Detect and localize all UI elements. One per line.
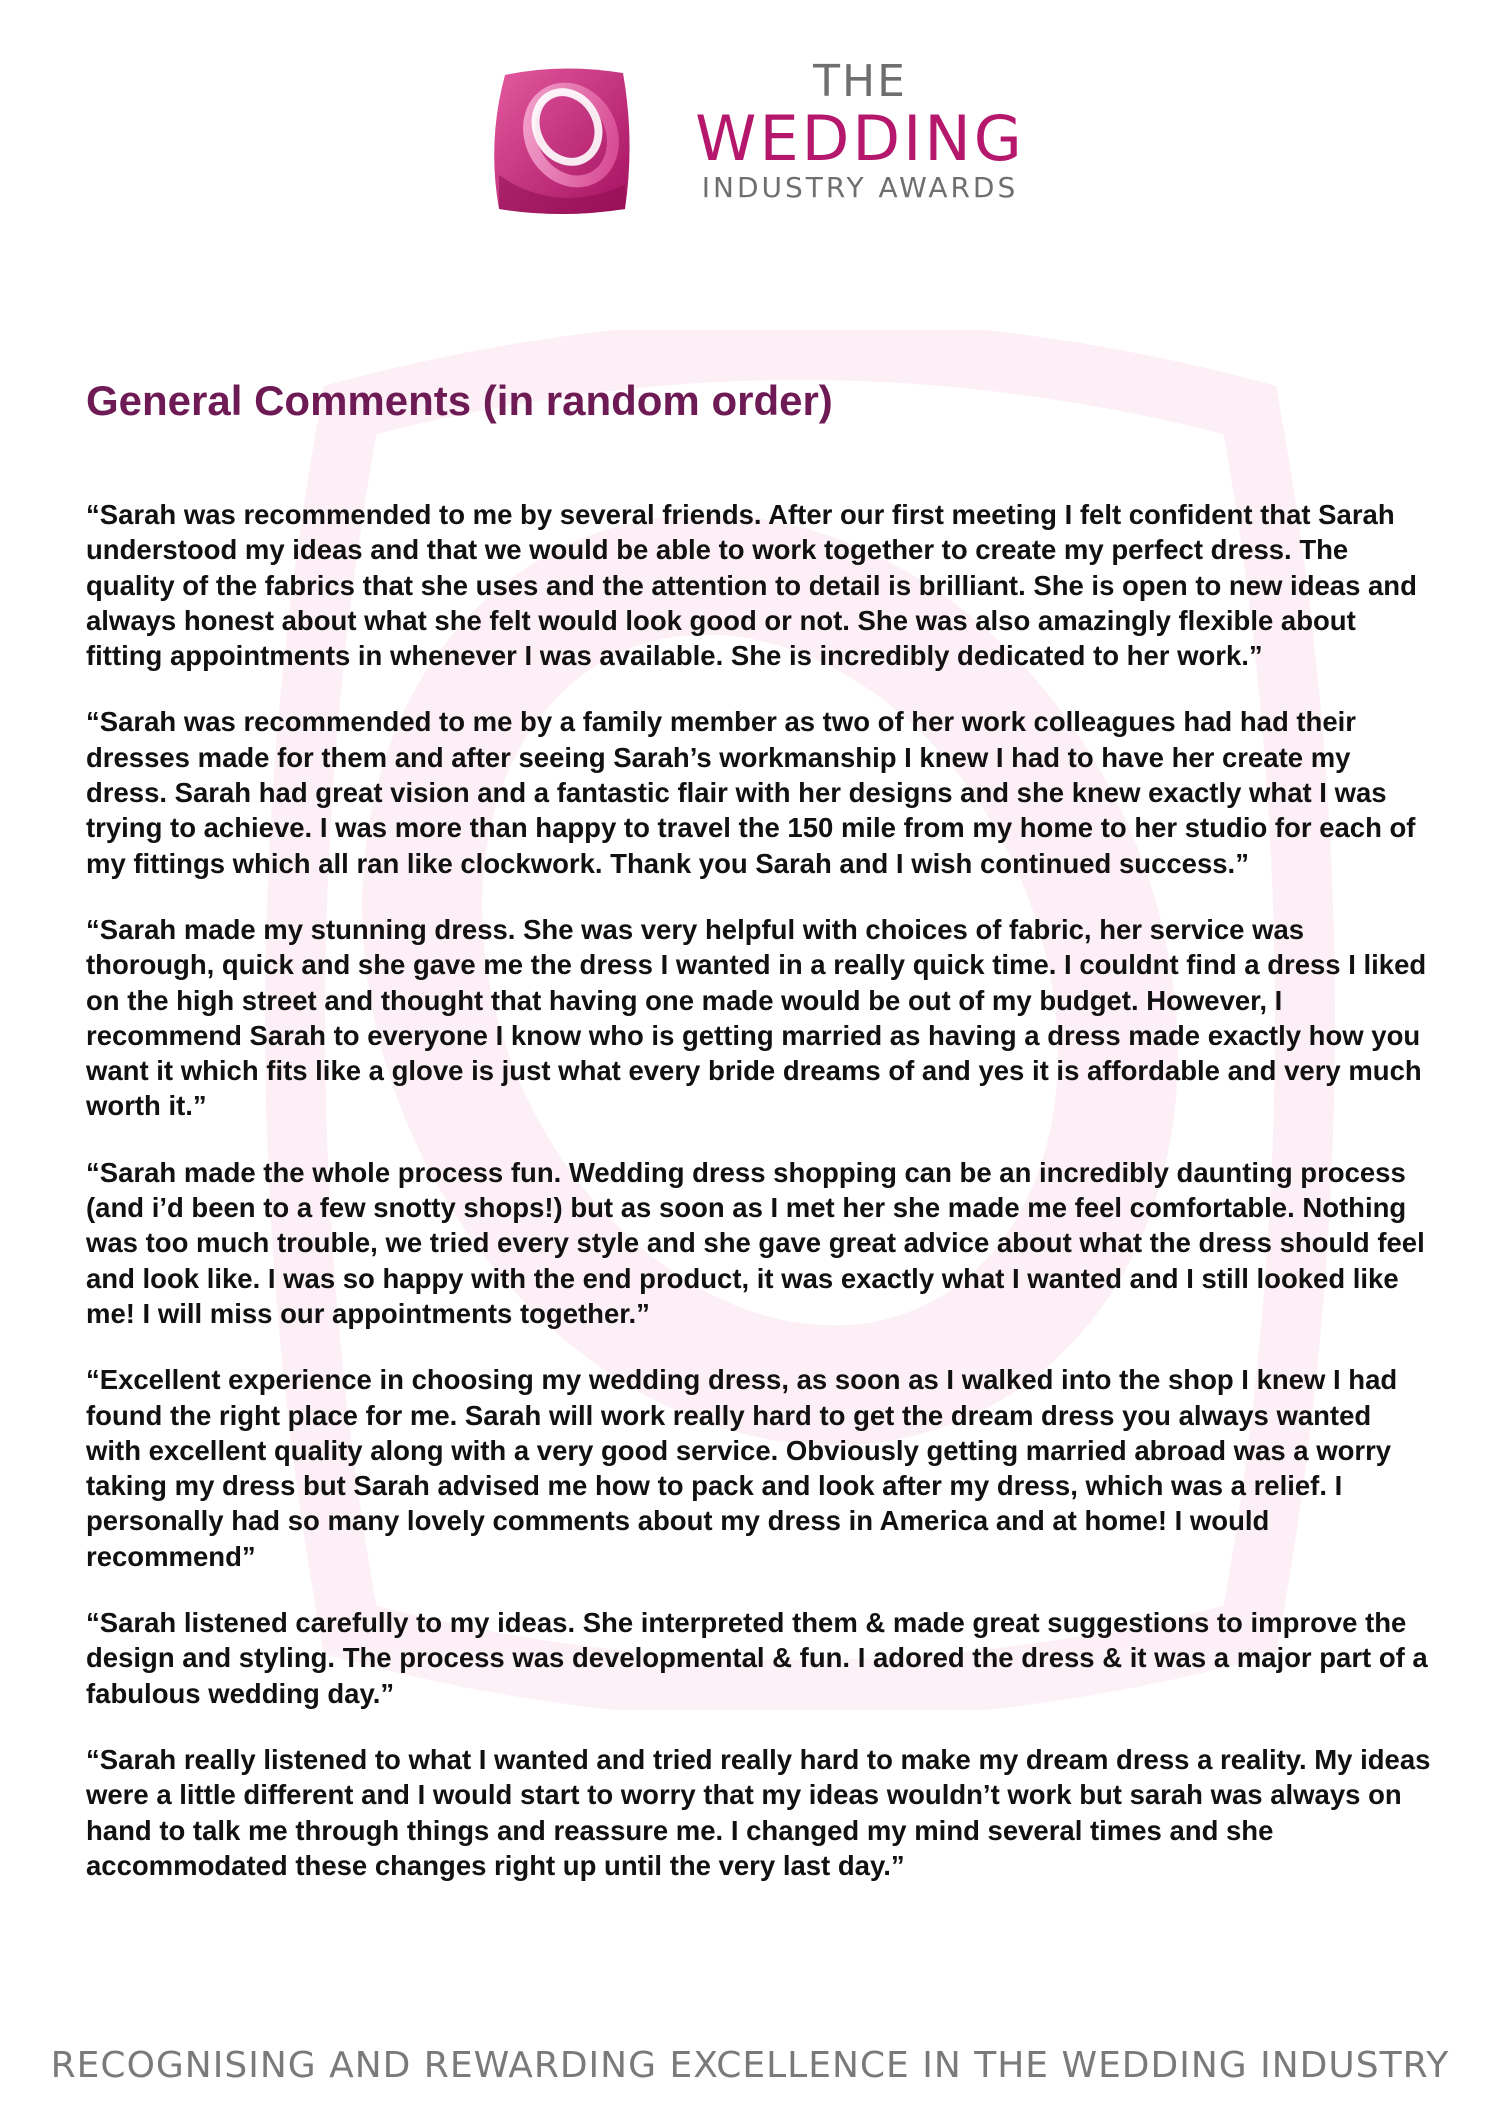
logo-wordmark [680,57,1040,205]
logo-line-industry-awards: INDUSTRY AWARDS [701,171,1019,204]
comment-paragraph: “Sarah listened carefully to my ideas. She interpreted them & made great suggestions to improve the design and styling. The process was developmental & fun. I adored the dress & it was a major part of a fabulous wedding day.” [86,1607,1428,1709]
comment-paragraph: “Sarah really listened to what I wanted and tried really hard to make my dream dress a reality. My ideas were a little different and I would start to worry that my ideas wouldn’t work but sarah was always on hand to talk me through things and reassure me. I changed my mind several times and she accommodated these changes right up until the very last day.” [86,1743,1431,1881]
comment-paragraph: “Sarah made my stunning dress. She was very helpful with choices of fabric, her service was thorough, quick and she gave me the dress I wanted in a really quick time. I couldnt find a dress I liked on the high street and thought that having one made would be out of my budget. However, I recommend Sarah to everyone I know who is getting married as having a dress made exactly how you want it which fits like a glove is just what every bride dreams of and yes it is affordable and very much worth it.” [86,913,1427,1122]
page-title: General Comments (in random order) [86,377,833,424]
header [0,55,1500,225]
comment-paragraph: “Excellent experience in choosing my wedding dress, as soon as I walked into the shop I knew I had found the right place for me. Sarah will work really hard to get the dream dress you always wanted with excellent quality along with a very good service. Obviously getting married abroad was a worry taking my dress but Sarah advised me how to pack and look after my dress, which was a relief. I personally had so many lovely comments about my dress in America and at home! I would recommend” [86,1364,1398,1572]
logo-line-wedding: WEDDING [695,102,1025,175]
comments-list [86,497,1431,1914]
comment-paragraph: “Sarah was recommended to me by a family member as two of her work colleagues had had their dresses made for them and after seeing Sarah’s workmanship I knew I had to have her create my dress. Sarah had great vision and a fantastic flair with her designs and she knew exactly what I was trying to achieve. I was more than happy to travel the 150 mile from my home to her studio for each of my fittings which all ran like clockwork. Thank you Sarah and I wish continued success.” [86,706,1416,879]
footer-tagline: RECOGNISING AND REWARDING EXCELLENCE IN THE WEDDING INDUSTRY [50,2045,1450,2086]
comment-paragraph: “Sarah made the whole process fun. Wedding dress shopping can be an incredibly daunting process (and i’d been to a few snotty shops!) but as soon as I met her she made me feel comfortable. Nothing was too much trouble, we tried every style and she gave great advice about what the dress should feel and look like. I was so happy with the end product, it was exactly what I wanted and I still looked like me! I will miss our appointments together.” [86,1156,1425,1329]
logo-line-the: THE [813,56,907,107]
wedding-awards-logo-icon [485,65,637,217]
comment-paragraph: “Sarah was recommended to me by several friends. After our first meeting I felt confident that Sarah understood my ideas and that we would be able to work together to create my perfect dress. The quality of the fabrics that she uses and the attention to detail is brilliant. She is open to new ideas and always honest about what she felt would look good or not. She was also amazingly flexible about fitting appointments in whenever I was available. She is incredibly dedicated to her work.” [86,499,1417,672]
